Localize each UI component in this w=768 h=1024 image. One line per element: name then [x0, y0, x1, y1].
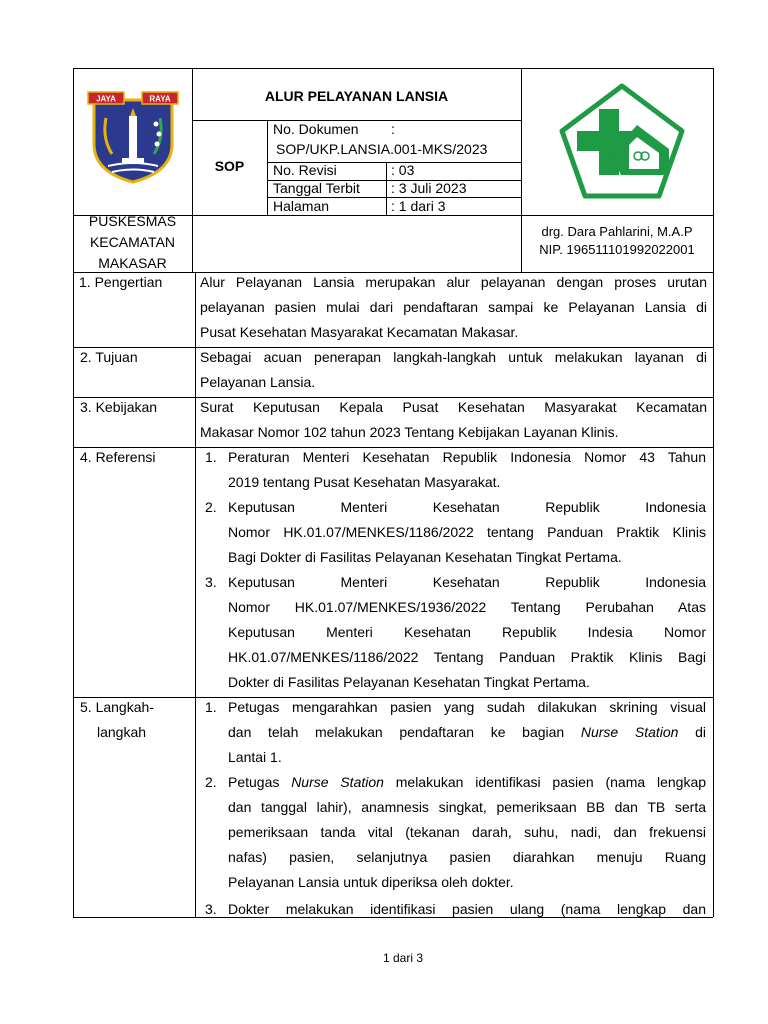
date-value: : 3 Juli 2023	[391, 180, 467, 196]
revision-value: : 03	[391, 162, 415, 178]
page-label: Halaman	[273, 198, 330, 214]
tujuan-line: Pelayanan Lansia.	[200, 374, 316, 390]
referensi-line: Peraturan Menteri Kesehatan Republik Indonesia Nomor 43 Tahun	[228, 449, 706, 465]
langkah-line: Dokter melakukan identifikasi pasien ulang (nama lengkap dan	[228, 901, 706, 917]
referensi-line: Keputusan Menteri Kesehatan Republik Indonesia	[228, 499, 706, 515]
date-label: Tanggal Terbit	[273, 180, 360, 196]
jaya-raya-logo	[86, 88, 180, 184]
referensi-line: HK.01.07/MENKES/1186/2022 Tentang Panduan Praktik Klinis Bagi	[228, 649, 706, 665]
referensi-number: 1.	[205, 449, 217, 465]
referensi-line: Nomor HK.01.07/MENKES/1936/2022 Tentang Perubahan Atas	[228, 599, 706, 615]
pengertian-line: Pusat Kesehatan Masyarakat Kecamatan Makasar.	[200, 324, 519, 340]
signatory-name: drg. Dara Pahlarini, M.A.P	[541, 224, 693, 239]
referensi-line: Keputusan Menteri Kesehatan Republik Indonesia	[228, 574, 706, 590]
langkah-line-with-emphasis	[228, 770, 706, 795]
referensi-line: 2019 tentang Pusat Kesehatan Masyarakat.	[228, 474, 501, 490]
referensi-line: Nomor HK.01.07/MENKES/1186/2022 tentang Panduan Praktik Klinis	[228, 524, 706, 540]
kebijakan-line: Surat Keputusan Kepala Pusat Kesehatan Masyarakat Kecamatan	[200, 399, 707, 415]
langkah-text: di	[695, 724, 707, 740]
tujuan-line: Sebagai acuan penerapan langkah-langkah untuk melakukan layanan di	[200, 349, 707, 365]
org-line-1: PUSKESMAS	[88, 213, 177, 229]
langkah-line: Pelayanan Lansia untuk diperiksa oleh dokter.	[228, 874, 514, 890]
org-line-2: KECAMATAN	[89, 234, 176, 250]
langkah-text: dan telah melakukan pendaftaran ke bagian	[228, 724, 565, 740]
referensi-line: Dokter di Fasilitas Pelayanan Kesehatan Tingkat Pertama.	[228, 674, 590, 690]
langkah-line: Lantai 1.	[228, 749, 282, 765]
langkah-text: Petugas	[228, 774, 280, 790]
langkah-line-with-emphasis	[228, 720, 706, 745]
org-line-3: MAKASAR	[98, 255, 167, 271]
page-number: 1 dari 3	[382, 951, 424, 965]
referensi-number: 3.	[205, 574, 217, 590]
langkah-emphasis: Nurse Station	[580, 724, 679, 740]
referensi-line: Keputusan Menteri Kesehatan Republik Indesia Nomor	[228, 624, 706, 640]
referensi-line: Bagi Dokter di Fasilitas Pelayanan Kesehatan Tingkat Pertama.	[228, 549, 622, 565]
logo-banner-right: RAYA	[149, 94, 171, 104]
langkah-emphasis: Nurse Station	[291, 774, 384, 790]
revision-label: No. Revisi	[273, 162, 337, 178]
langkah-line: dan tanggal lahir), anamnesis singkat, pemeriksaan BB dan TB serta	[228, 799, 706, 815]
kebijakan-line: Makasar Nomor 102 tahun 2023 Tentang Kebijakan Layanan Klinis.	[200, 424, 619, 440]
section-label-pengertian: 1. Pengertian	[79, 274, 163, 290]
section-label-referensi: 4. Referensi	[80, 449, 156, 465]
doc-no-colon: :	[391, 121, 395, 137]
referensi-number: 2.	[205, 499, 217, 515]
langkah-number: 2.	[205, 774, 217, 790]
langkah-text: melakukan identifikasi pasien (nama lengkap	[395, 774, 707, 790]
langkah-line: nafas) pasien, selanjutnya pasien diarahkan menuju Ruang	[228, 849, 706, 865]
langkah-number: 1.	[205, 699, 217, 715]
signatory-nip: NIP. 196511101992022001	[539, 242, 695, 257]
doc-no-label: No. Dokumen	[273, 121, 359, 137]
pengertian-line: pelayanan pasien mulai dari pendaftaran sampai ke Pelayanan Lansia di	[200, 299, 707, 315]
logo-banner-left: JAYA	[96, 94, 116, 104]
puskesmas-logo	[559, 83, 685, 199]
doc-no-value: SOP/UKP.LANSIA.001-MKS/2023	[276, 141, 488, 157]
langkah-line: Petugas mengarahkan pasien yang sudah dilakukan skrining visual	[228, 699, 706, 715]
section-label-langkah-2: langkah	[97, 724, 147, 740]
page-value: : 1 dari 3	[391, 198, 446, 214]
section-label-kebijakan: 3. Kebijakan	[80, 399, 158, 415]
section-label-langkah: 5. Langkah-	[80, 699, 154, 715]
section-label-tujuan: 2. Tujuan	[80, 349, 138, 365]
sop-label: SOP	[214, 158, 245, 174]
langkah-line: pemeriksaan tanda vital (tekanan darah, suhu, nadi, dan frekuensi	[228, 824, 706, 840]
pengertian-line: Alur Pelayanan Lansia merupakan alur pelayanan dengan proses urutan	[200, 274, 707, 290]
langkah-number: 3.	[205, 901, 217, 917]
document-title: ALUR PELAYANAN LANSIA	[264, 88, 449, 104]
